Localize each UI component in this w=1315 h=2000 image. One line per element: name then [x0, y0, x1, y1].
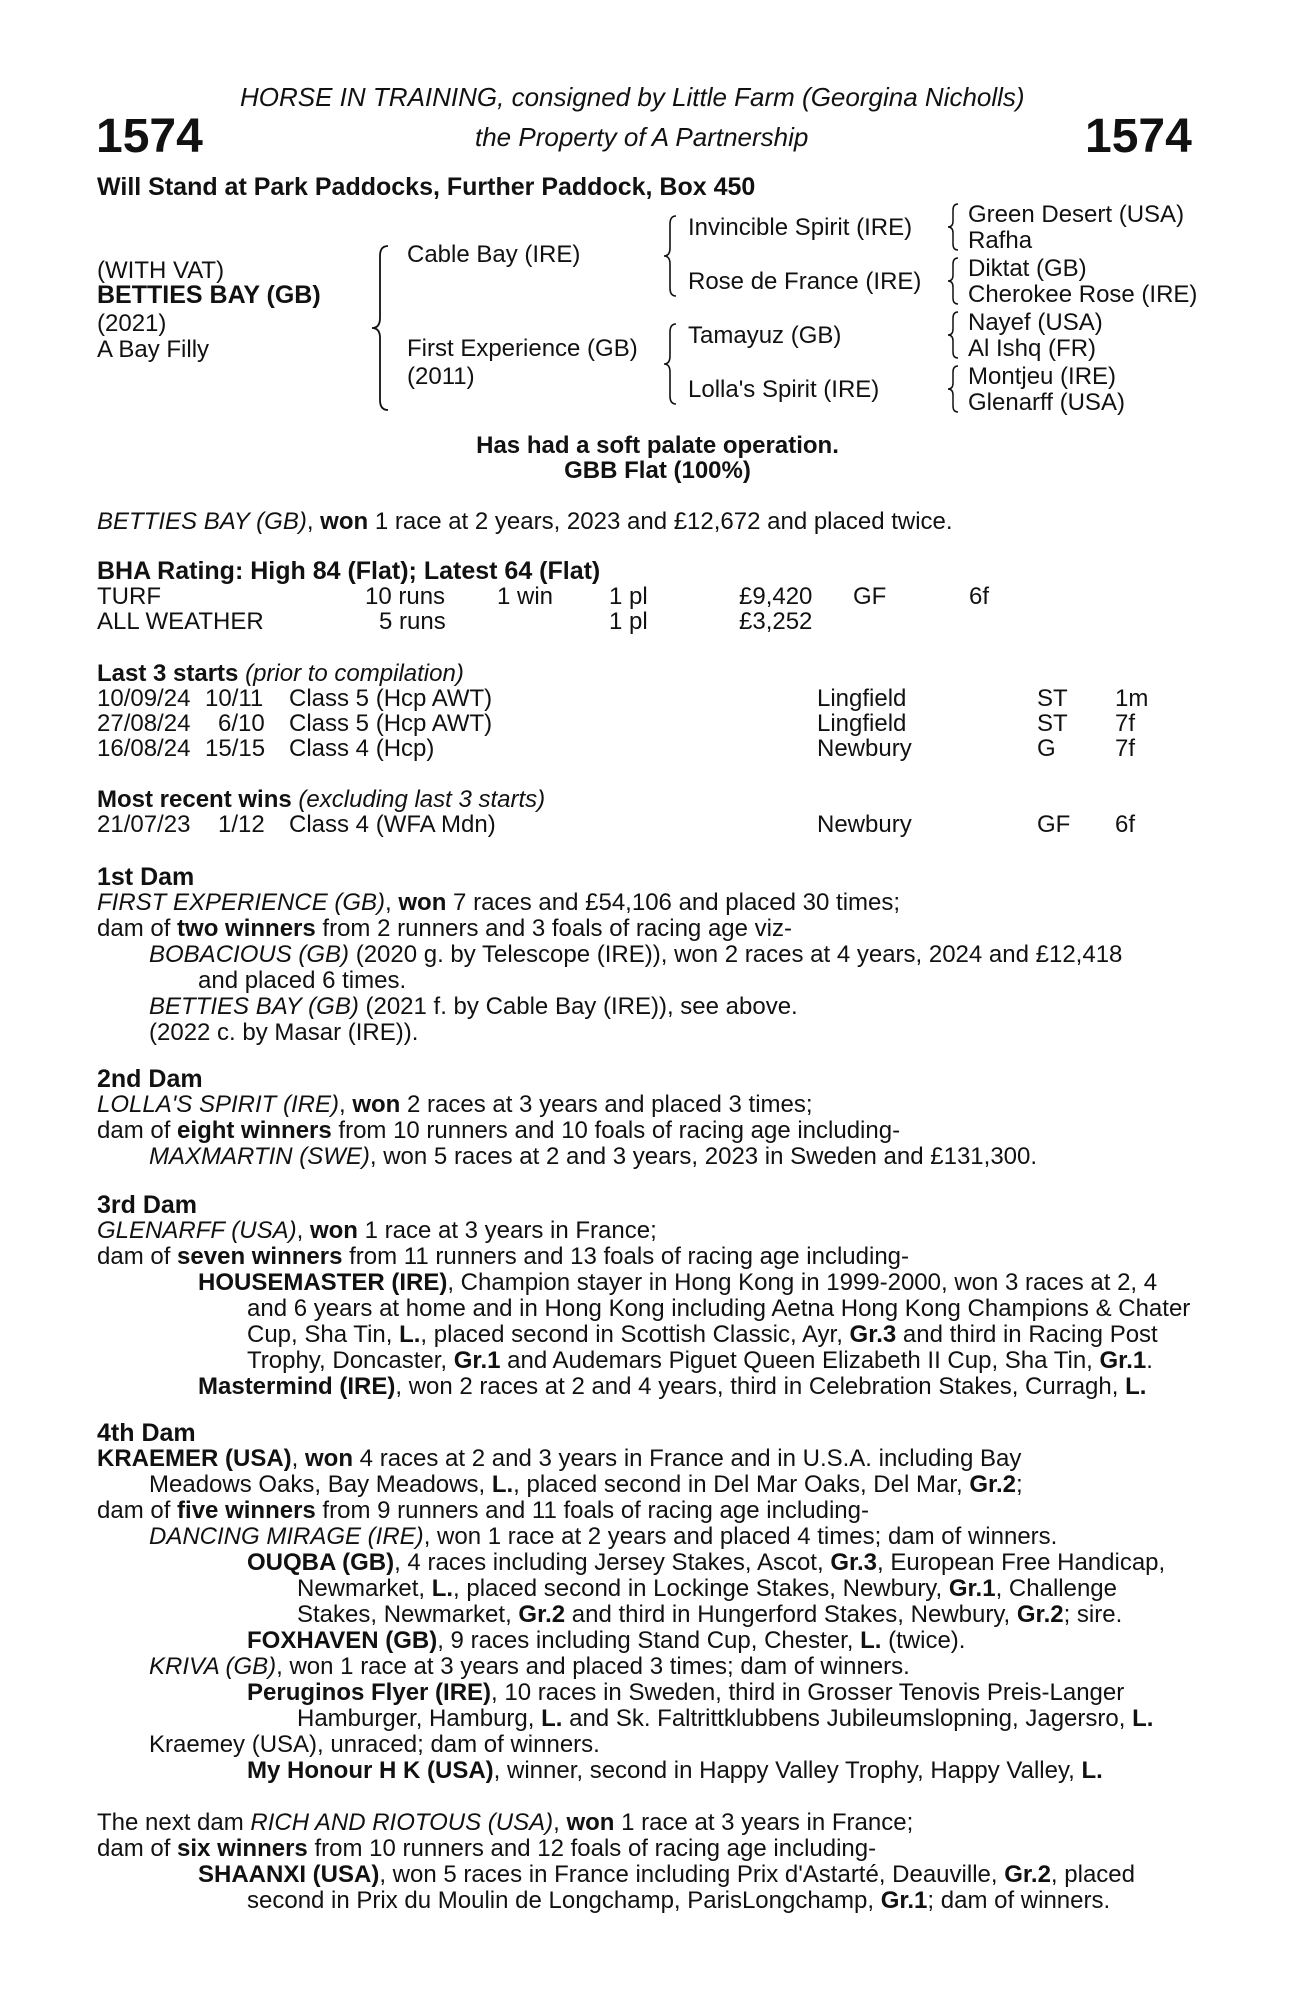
- horse-year: (2021): [97, 310, 167, 337]
- pedigree-dam: First Experience (GB): [407, 335, 638, 362]
- last-3-title: Last 3 starts (prior to compilation): [97, 660, 464, 687]
- bha-rating-title: BHA Rating: High 84 (Flat); Latest 64 (Flat): [97, 557, 601, 585]
- fourth-dam-title: 4th Dam: [97, 1419, 196, 1447]
- horse-description: A Bay Filly: [97, 336, 210, 363]
- pedigree-sire-dam: Rose de France (IRE): [688, 268, 922, 295]
- horse-name: BETTIES BAY (GB): [97, 281, 321, 309]
- pedigree-sire: Cable Bay (IRE): [407, 241, 581, 268]
- pedigree-brace-sire: [661, 214, 679, 298]
- pedigree-brace-g3: [945, 310, 961, 360]
- fourth-dam-section: 4th Dam KRAEMER (USA), won 4 races at 2 and 3 years in France and in U.S.A. including Bay Meadows Oaks, Bay Meadows, L., placed second in Del Mar Oaks, Del Mar, Gr.2; dam of five winners from 9 runners and 11 foals of racing age including- DANCING MIRAGE (IRE), won 1 race at 2 years and placed 4 times; dam of winners. OUQBA (GB), 4 races including Jersey Stakes, Ascot, Gr.3, European Free Handicap, Newmarket, L., placed second in Lockinge Stakes, Newbury, Gr.1, Challenge Stakes, Newmarket, Gr.2 and third in Hungerford Stakes, Newbury, Gr.2; sire. FOXHAVEN (GB), 9 races including Stand Cup, Chester, L. (twice). KRIVA (GB), won 1 race at 3 years and placed 3 times; dam of winners. Peruginos Flyer (IRE), 10 races in Sweden, third in Grosser Tenovis Preis-Langer Hamburger, Hamburg, L. and Sk. Faltrittklubbens Jubileumslopning, Jagersro, L. Kraemey (USA), unraced; dam of winners. My Honour H K (USA), winner, second in Happy Valley Trophy, Happy Valley, L.: [97, 1420, 1202, 1784]
- pedigree-g3: Diktat (GB): [968, 255, 1087, 282]
- pedigree-dam-year: (2011): [407, 363, 475, 390]
- second-dam-section: 2nd Dam LOLLA'S SPIRIT (IRE), won 2 races at 3 years and placed 3 times; dam of eight winners from 10 runners and 10 foals of racing age including- MAXMARTIN (SWE), won 5 races at 2 and 3 years, 2023 in Sweden and £131,300.: [97, 1066, 1202, 1170]
- pedigree-sire-sire: Invincible Spirit (IRE): [688, 214, 913, 241]
- pedigree-g1: Green Desert (USA): [968, 201, 1185, 228]
- pedigree-brace-main: [368, 244, 392, 412]
- pedigree-dam-sire: Tamayuz (GB): [688, 322, 842, 349]
- pedigree-dam-dam: Lolla's Spirit (IRE): [688, 376, 880, 403]
- consignment-line: HORSE IN TRAINING, consigned by Little Farm (Georgina Nicholls): [240, 82, 1025, 112]
- first-dam-section: 1st Dam FIRST EXPERIENCE (GB), won 7 races and £54,106 and placed 30 times; dam of two winners from 2 runners and 3 foals of racing age viz- BOBACIOUS (GB) (2020 g. by Telescope (IRE)), won 2 races at 4 years, 2024 and £12,418 and placed 6 times. BETTIES BAY (GB) (2021 f. by Cable Bay (IRE)), see above. (2022 c. by Masar (IRE)).: [97, 864, 1202, 1046]
- pedigree-brace-g4: [945, 364, 961, 414]
- first-dam-title: 1st Dam: [97, 863, 195, 891]
- race-summary: BETTIES BAY (GB), won 1 race at 2 years, 2023 and £12,672 and placed twice.: [97, 508, 953, 535]
- recent-wins-title: Most recent wins (excluding last 3 starts): [97, 786, 546, 813]
- next-dam-section: The next dam RICH AND RIOTOUS (USA), won 1 race at 3 years in France; dam of six winners from 10 runners and 12 foals of racing age including- SHAANXI (USA), won 5 races in France including Prix d'Astarté, Deauville, Gr.2, placed second in Prix du Moulin de Longchamp, ParisLongchamp, Gr.1; dam of winners.: [97, 1809, 1135, 1914]
- pedigree-g8: Glenarff (USA): [968, 389, 1125, 416]
- pedigree-g2: Rafha: [968, 227, 1033, 254]
- soft-palate-note: Has had a soft palate operation.: [476, 432, 839, 459]
- pedigree-brace-g1: [945, 202, 961, 252]
- gbb-note: GBB Flat (100%): [564, 457, 751, 484]
- third-dam-title: 3rd Dam: [97, 1191, 198, 1219]
- lot-number-right: 1574: [1085, 110, 1192, 163]
- third-dam-section: 3rd Dam GLENARFF (USA), won 1 race at 3 years in France; dam of seven winners from 11 runners and 13 foals of racing age including- HOUSEMASTER (IRE), Champion stayer in Hong Kong in 1999-2000, won 3 races at 2, 4 and 6 years at home and in Hong Kong including Aetna Hong Kong Champions & Chater Cup, Sha Tin, L., placed second in Scottish Classic, Ayr, Gr.3 and third in Racing Post Trophy, Doncaster, Gr.1 and Audemars Piguet Queen Elizabeth II Cup, Sha Tin, Gr.1. Mastermind (IRE), won 2 races at 2 and 4 years, third in Celebration Stakes, Curragh, L.: [97, 1192, 1202, 1400]
- lot-number-left: 1574: [96, 110, 203, 163]
- pedigree-brace-g2: [945, 256, 961, 306]
- vat-note: (WITH VAT): [97, 257, 225, 284]
- property-line: the Property of A Partnership: [475, 122, 809, 152]
- pedigree-g5: Nayef (USA): [968, 309, 1103, 336]
- pedigree-brace-dam: [661, 322, 679, 406]
- pedigree-g7: Montjeu (IRE): [968, 363, 1117, 390]
- second-dam-title: 2nd Dam: [97, 1065, 203, 1093]
- pedigree-g4: Cherokee Rose (IRE): [968, 281, 1198, 308]
- stand-location: Will Stand at Park Paddocks, Further Paddock, Box 450: [97, 173, 756, 201]
- pedigree-g6: Al Ishq (FR): [968, 335, 1097, 362]
